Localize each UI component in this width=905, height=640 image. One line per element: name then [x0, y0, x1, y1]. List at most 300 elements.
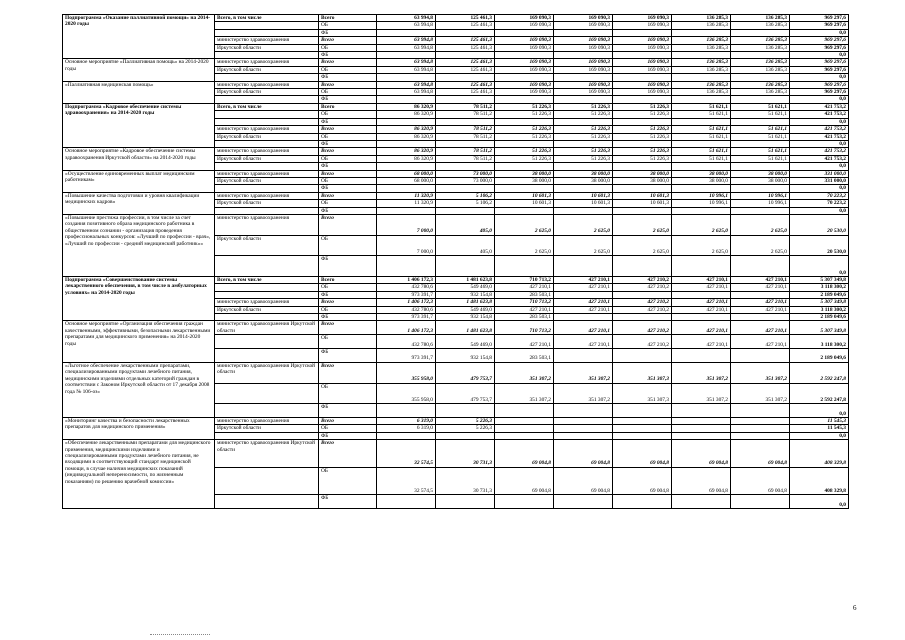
amount-cell: 69 004,8: [495, 467, 554, 495]
program-title-cell: Основное мероприятие «Кадровое обеспечение системы здравоохранения Иркутской области» на 2014-2020 годы: [63, 148, 215, 170]
amount-cell: 427 210,2: [613, 321, 672, 335]
total-cell: 3 118 300,2: [790, 335, 849, 349]
amount-cell: [731, 314, 790, 321]
amount-cell: 125 461,3: [436, 66, 495, 73]
total-cell: 20 530,0: [790, 214, 849, 235]
funding-source-cell: Всего: [319, 15, 377, 22]
amount-cell: [377, 74, 436, 81]
amount-cell: [613, 495, 672, 509]
total-cell: 0,0: [790, 96, 849, 103]
amount-cell: 932 154,8: [436, 291, 495, 298]
amount-cell: 2 625,0: [731, 235, 790, 256]
amount-cell: [495, 140, 554, 147]
funding-source-cell: ФБ: [319, 74, 377, 81]
amount-cell: 69 004,8: [554, 440, 613, 468]
executor-cell: [215, 22, 319, 29]
amount-cell: [495, 207, 554, 214]
executor-cell: [215, 207, 319, 214]
amount-cell: 125 461,3: [436, 81, 495, 88]
amount-cell: [731, 207, 790, 214]
amount-cell: 51 621,1: [731, 133, 790, 140]
amount-cell: 136 285,3: [672, 44, 731, 51]
total-cell: 3 118 300,2: [790, 306, 849, 313]
funding-source-cell: Всего: [319, 192, 377, 199]
amount-cell: 1 406 172,3: [377, 277, 436, 284]
amount-cell: [613, 425, 672, 432]
amount-cell: 136 285,3: [731, 81, 790, 88]
amount-cell: 63 994,8: [377, 22, 436, 29]
amount-cell: [731, 140, 790, 147]
total-cell: 2 592 247,8: [790, 362, 849, 383]
funding-source-cell: Всего: [319, 103, 377, 110]
amount-cell: 169 090,3: [554, 59, 613, 66]
executor-cell: Иркутской области: [215, 44, 319, 51]
amount-cell: 78 511,2: [436, 111, 495, 118]
executor-cell: министерство здравоохранения: [215, 418, 319, 425]
total-cell: 331 000,0: [790, 177, 849, 184]
amount-cell: [672, 404, 731, 418]
amount-cell: 427 210,1: [495, 284, 554, 291]
executor-cell: министерство здравоохранения: [215, 170, 319, 177]
executor-cell: Иркутской области: [215, 306, 319, 313]
amount-cell: [731, 495, 790, 509]
funding-source-cell: ОБ: [319, 111, 377, 118]
executor-cell: министерство здравоохранения: [215, 37, 319, 44]
amount-cell: 51 226,3: [495, 111, 554, 118]
total-cell: 70 223,2: [790, 192, 849, 199]
amount-cell: [613, 418, 672, 425]
amount-cell: 69 004,8: [672, 467, 731, 495]
amount-cell: [377, 207, 436, 214]
amount-cell: [554, 118, 613, 125]
program-title-cell: «Льготное обеспечение лекарственными препаратами, специализированными продуктами лечебного питания, медицинскими изделиями отдельных категорий граждан в соответствии с Законом Иркутской области от 17 декабря 2008 года № 106-оз»: [63, 362, 215, 417]
executor-cell: [215, 163, 319, 170]
amount-cell: 169 090,3: [495, 59, 554, 66]
amount-cell: 68 000,0: [377, 177, 436, 184]
amount-cell: [731, 74, 790, 81]
executor-cell: министерство здравоохранения: [215, 214, 319, 235]
executor-cell: Иркутской области: [215, 200, 319, 207]
amount-cell: [436, 96, 495, 103]
amount-cell: [613, 118, 672, 125]
amount-cell: 32 574,5: [377, 440, 436, 468]
table-row: [63, 362, 849, 383]
amount-cell: [613, 29, 672, 36]
amount-cell: 169 090,3: [554, 22, 613, 29]
total-cell: 421 753,2: [790, 148, 849, 155]
amount-cell: 169 090,3: [613, 15, 672, 22]
funding-source-cell: Всего: [319, 148, 377, 155]
amount-cell: [436, 74, 495, 81]
amount-cell: 68 000,0: [377, 170, 436, 177]
amount-cell: [495, 74, 554, 81]
amount-cell: 63 994,8: [377, 37, 436, 44]
amount-cell: 38 000,0: [613, 177, 672, 184]
amount-cell: 78 511,2: [436, 103, 495, 110]
amount-cell: [495, 163, 554, 170]
amount-cell: 136 285,3: [731, 15, 790, 22]
funding-source-cell: ФБ: [319, 163, 377, 170]
funding-source-cell: ФБ: [319, 29, 377, 36]
funding-source-cell: ОБ: [319, 306, 377, 313]
funding-source-cell: Всего: [319, 59, 377, 66]
total-cell: 2 189 049,6: [790, 314, 849, 321]
amount-cell: 51 226,3: [613, 155, 672, 162]
amount-cell: [495, 118, 554, 125]
table-row: [63, 214, 849, 235]
total-cell: 969 297,6: [790, 37, 849, 44]
total-cell: 331 000,0: [790, 170, 849, 177]
executor-cell: [215, 383, 319, 404]
amount-cell: 32 574,5: [377, 467, 436, 495]
program-title-cell: «Паллиативная медицинская помощь»: [63, 81, 215, 103]
table-row: [63, 170, 849, 177]
table-row: [63, 148, 849, 155]
amount-cell: 51 226,3: [495, 155, 554, 162]
amount-cell: 73 000,0: [436, 177, 495, 184]
executor-cell: Всего, в том числе: [215, 103, 319, 110]
amount-cell: [377, 29, 436, 36]
amount-cell: 136 285,3: [731, 59, 790, 66]
amount-cell: 427 210,1: [672, 299, 731, 306]
amount-cell: 63 994,8: [377, 81, 436, 88]
amount-cell: [377, 404, 436, 418]
funding-source-cell: ОБ: [319, 467, 377, 495]
total-cell: 969 297,6: [790, 15, 849, 22]
amount-cell: 427 210,2: [613, 306, 672, 313]
funding-source-cell: ОБ: [319, 89, 377, 96]
funding-source-cell: ОБ: [319, 284, 377, 291]
funding-source-cell: ФБ: [319, 404, 377, 418]
amount-cell: [377, 185, 436, 192]
amount-cell: 136 285,3: [672, 89, 731, 96]
amount-cell: 51 226,3: [554, 103, 613, 110]
amount-cell: 51 226,3: [495, 148, 554, 155]
amount-cell: 2 625,0: [613, 214, 672, 235]
total-cell: 0,0: [790, 256, 849, 277]
amount-cell: 351 307,3: [613, 362, 672, 383]
amount-cell: 10 996,1: [672, 200, 731, 207]
amount-cell: [672, 291, 731, 298]
executor-cell: министерство здравоохранения: [215, 299, 319, 306]
amount-cell: [731, 432, 790, 439]
amount-cell: [613, 404, 672, 418]
executor-cell: Иркутской области: [215, 177, 319, 184]
total-cell: 11 545,3: [790, 425, 849, 432]
amount-cell: 1 406 172,3: [377, 299, 436, 306]
amount-cell: 11 320,9: [377, 192, 436, 199]
total-cell: 421 753,2: [790, 155, 849, 162]
amount-cell: 973 391,7: [377, 349, 436, 363]
funding-source-cell: Всего: [319, 81, 377, 88]
total-cell: 969 297,6: [790, 22, 849, 29]
amount-cell: [731, 256, 790, 277]
funding-source-cell: ОБ: [319, 66, 377, 73]
amount-cell: 5 106,2: [436, 200, 495, 207]
amount-cell: [554, 52, 613, 59]
amount-cell: [672, 314, 731, 321]
program-title-cell: Основное мероприятие «Паллиативная помощь» на 2014-2020 годы: [63, 59, 215, 81]
total-cell: 70 223,2: [790, 200, 849, 207]
executor-cell: Всего, в том числе: [215, 277, 319, 284]
funding-source-cell: ФБ: [319, 185, 377, 192]
amount-cell: 427 210,1: [672, 284, 731, 291]
amount-cell: [554, 291, 613, 298]
executor-cell: Всего, в том числе: [215, 15, 319, 22]
total-cell: 969 297,6: [790, 59, 849, 66]
total-cell: 0,0: [790, 495, 849, 509]
amount-cell: 136 285,3: [731, 66, 790, 73]
amount-cell: 2 625,0: [672, 235, 731, 256]
executor-cell: [215, 140, 319, 147]
amount-cell: 5 226,3: [436, 425, 495, 432]
amount-cell: 427 210,2: [613, 335, 672, 349]
funding-source-cell: ФБ: [319, 314, 377, 321]
amount-cell: [377, 140, 436, 147]
funding-source-cell: ФБ: [319, 256, 377, 277]
funding-source-cell: ФБ: [319, 118, 377, 125]
amount-cell: 710 713,2: [495, 277, 554, 284]
total-cell: 0,0: [790, 140, 849, 147]
amount-cell: 51 621,1: [731, 148, 790, 155]
total-cell: 408 329,8: [790, 440, 849, 468]
amount-cell: 38 000,0: [672, 177, 731, 184]
amount-cell: 427 210,1: [672, 321, 731, 335]
executor-cell: [215, 495, 319, 509]
amount-cell: [495, 256, 554, 277]
amount-cell: 2 625,0: [554, 214, 613, 235]
amount-cell: 479 753,7: [436, 383, 495, 404]
amount-cell: [495, 52, 554, 59]
amount-cell: 1 406 172,3: [377, 321, 436, 335]
amount-cell: 427 210,1: [495, 335, 554, 349]
amount-cell: 169 090,3: [554, 44, 613, 51]
amount-cell: [672, 140, 731, 147]
executor-cell: Иркутской области: [215, 133, 319, 140]
amount-cell: [377, 96, 436, 103]
executor-cell: [215, 118, 319, 125]
amount-cell: 169 090,3: [554, 15, 613, 22]
total-cell: 969 297,6: [790, 44, 849, 51]
amount-cell: 136 285,3: [672, 15, 731, 22]
amount-cell: [731, 118, 790, 125]
amount-cell: 86 320,9: [377, 126, 436, 133]
amount-cell: [495, 425, 554, 432]
program-title-cell: «Повышение престижа профессии, в том числе за счет создания позитивного образа медицинского работника в общественном сознании - организация проведения профессиональных конкурсов: «Лучший по профессии - врач», «Лучший по профессии - средний медицинский работник»»: [63, 214, 215, 276]
executor-cell: министерство здравоохранения: [215, 192, 319, 199]
amount-cell: 51 226,3: [554, 126, 613, 133]
amount-cell: 51 226,3: [554, 155, 613, 162]
total-cell: 0,0: [790, 118, 849, 125]
executor-cell: министерство здравоохранения: [215, 126, 319, 133]
executor-cell: [215, 335, 319, 349]
program-title-cell: Подпрограмма «Совершенствование системы лекарственного обеспечения, в том числе в амбулаторных условиях» на 2014-2020 годы: [63, 277, 215, 321]
amount-cell: [731, 52, 790, 59]
amount-cell: [436, 118, 495, 125]
funding-source-cell: Всего: [319, 440, 377, 468]
amount-cell: [436, 256, 495, 277]
amount-cell: 51 621,1: [672, 103, 731, 110]
amount-cell: 405,0: [436, 235, 495, 256]
amount-cell: 427 210,2: [613, 277, 672, 284]
amount-cell: 73 000,0: [436, 170, 495, 177]
table-row: [63, 192, 849, 199]
amount-cell: 51 226,3: [613, 133, 672, 140]
amount-cell: 549 469,0: [436, 306, 495, 313]
amount-cell: 10 601,3: [495, 200, 554, 207]
amount-cell: 6 319,0: [377, 418, 436, 425]
amount-cell: [495, 29, 554, 36]
executor-cell: [215, 467, 319, 495]
amount-cell: 2 625,0: [613, 235, 672, 256]
total-cell: 421 753,2: [790, 111, 849, 118]
amount-cell: 78 511,2: [436, 126, 495, 133]
amount-cell: 432 780,6: [377, 335, 436, 349]
amount-cell: 69 004,8: [613, 467, 672, 495]
total-cell: 969 297,6: [790, 66, 849, 73]
amount-cell: 51 621,1: [672, 111, 731, 118]
amount-cell: 283 503,1: [495, 291, 554, 298]
total-cell: 0,0: [790, 29, 849, 36]
total-cell: 0,0: [790, 163, 849, 170]
amount-cell: 63 994,8: [377, 66, 436, 73]
total-cell: 408 329,8: [790, 467, 849, 495]
amount-cell: 427 210,1: [672, 306, 731, 313]
amount-cell: 549 469,0: [436, 335, 495, 349]
amount-cell: [554, 404, 613, 418]
amount-cell: 10 996,1: [672, 192, 731, 199]
total-cell: 2 189 049,6: [790, 349, 849, 363]
funding-source-cell: Всего: [319, 214, 377, 235]
total-cell: 969 297,6: [790, 89, 849, 96]
amount-cell: [436, 29, 495, 36]
amount-cell: 351 307,2: [495, 362, 554, 383]
amount-cell: 351 307,2: [731, 362, 790, 383]
amount-cell: 51 621,1: [672, 155, 731, 162]
amount-cell: 136 285,3: [672, 37, 731, 44]
amount-cell: [436, 495, 495, 509]
amount-cell: 7 000,0: [377, 214, 436, 235]
amount-cell: 63 994,8: [377, 89, 436, 96]
executor-cell: [215, 52, 319, 59]
program-title-cell: Основное мероприятие «Организация обеспечения граждан качественными, эффективными, безопасными лекарственными препаратами для медицинского применения» на 2014-2020 годы: [63, 321, 215, 362]
amount-cell: 51 621,1: [731, 111, 790, 118]
executor-cell: [215, 284, 319, 291]
amount-cell: [554, 495, 613, 509]
amount-cell: 69 004,8: [554, 467, 613, 495]
funding-source-cell: Всего: [319, 126, 377, 133]
amount-cell: 169 090,3: [495, 44, 554, 51]
funding-source-cell: ФБ: [319, 432, 377, 439]
amount-cell: [554, 96, 613, 103]
amount-cell: 973 391,7: [377, 291, 436, 298]
funding-source-cell: ОБ: [319, 335, 377, 349]
amount-cell: 169 090,3: [554, 37, 613, 44]
executor-cell: Иркутской области: [215, 425, 319, 432]
amount-cell: [672, 96, 731, 103]
executor-cell: [215, 291, 319, 298]
executor-cell: Иркутской области: [215, 235, 319, 256]
funding-source-cell: ОБ: [319, 155, 377, 162]
amount-cell: 169 090,3: [613, 89, 672, 96]
executor-cell: [215, 29, 319, 36]
funding-source-cell: Всего: [319, 362, 377, 383]
program-title-cell: «Осуществление единовременных выплат медицинским работникам»: [63, 170, 215, 192]
funding-source-cell: ФБ: [319, 207, 377, 214]
executor-cell: [215, 432, 319, 439]
table-row: [63, 59, 849, 66]
amount-cell: [672, 29, 731, 36]
amount-cell: 78 511,2: [436, 148, 495, 155]
amount-cell: [731, 96, 790, 103]
program-title-cell: «Обеспечение лекарственными препаратами для медицинского применения, медицинскими изделиями и специализированными продуктами лечебного питания, не входящими в соответствующий стандарт медицинской помощи, в случае наличия медицинских показаний (индивидуальной непереносимости, по жизненным показаниям) по решению врачебной комиссии»: [63, 440, 215, 509]
amount-cell: 7 000,0: [377, 235, 436, 256]
executor-cell: [215, 349, 319, 363]
amount-cell: 136 285,3: [672, 22, 731, 29]
amount-cell: 38 000,0: [613, 170, 672, 177]
amount-cell: 351 307,2: [554, 383, 613, 404]
program-title-cell: «Мониторинг качества и безопасности лекарственных препаратов для медицинского применения»: [63, 418, 215, 440]
amount-cell: [672, 418, 731, 425]
amount-cell: [613, 52, 672, 59]
amount-cell: 351 307,2: [672, 362, 731, 383]
amount-cell: 427 210,1: [731, 335, 790, 349]
amount-cell: [377, 163, 436, 170]
total-cell: 421 753,2: [790, 126, 849, 133]
amount-cell: [554, 432, 613, 439]
amount-cell: [554, 74, 613, 81]
amount-cell: 136 285,3: [672, 81, 731, 88]
amount-cell: 30 731,3: [436, 440, 495, 468]
amount-cell: 38 000,0: [554, 177, 613, 184]
executor-cell: Иркутской области: [215, 66, 319, 73]
amount-cell: 427 210,1: [554, 306, 613, 313]
amount-cell: 427 210,1: [731, 299, 790, 306]
executor-cell: министерство здравоохранения: [215, 148, 319, 155]
amount-cell: 51 621,1: [672, 133, 731, 140]
amount-cell: 355 958,0: [377, 383, 436, 404]
funding-source-cell: ФБ: [319, 52, 377, 59]
amount-cell: 51 226,3: [495, 133, 554, 140]
budget-sheet: [62, 14, 848, 509]
total-cell: 0,0: [790, 52, 849, 59]
amount-cell: [731, 185, 790, 192]
amount-cell: [554, 207, 613, 214]
amount-cell: 427 210,1: [554, 277, 613, 284]
budget-table: [62, 14, 849, 509]
amount-cell: 283 503,1: [495, 314, 554, 321]
amount-cell: 51 226,3: [613, 148, 672, 155]
program-title-cell: «Повышение качества подготовки и уровня квалификации медицинских кадров»: [63, 192, 215, 214]
table-row: [63, 418, 849, 425]
executor-cell: министерство здравоохранения Иркутской области: [215, 440, 319, 468]
funding-source-cell: ОБ: [319, 200, 377, 207]
amount-cell: 169 090,3: [495, 66, 554, 73]
executor-cell: [215, 404, 319, 418]
amount-cell: 351 307,3: [613, 383, 672, 404]
amount-cell: 10 601,3: [613, 192, 672, 199]
amount-cell: 136 285,3: [731, 37, 790, 44]
executor-cell: Иркутской области: [215, 155, 319, 162]
funding-source-cell: ОБ: [319, 133, 377, 140]
amount-cell: [554, 256, 613, 277]
amount-cell: 169 090,3: [613, 59, 672, 66]
funding-source-cell: ФБ: [319, 140, 377, 147]
amount-cell: [731, 418, 790, 425]
amount-cell: 405,0: [436, 214, 495, 235]
funding-source-cell: Всего: [319, 37, 377, 44]
amount-cell: 38 000,0: [495, 177, 554, 184]
